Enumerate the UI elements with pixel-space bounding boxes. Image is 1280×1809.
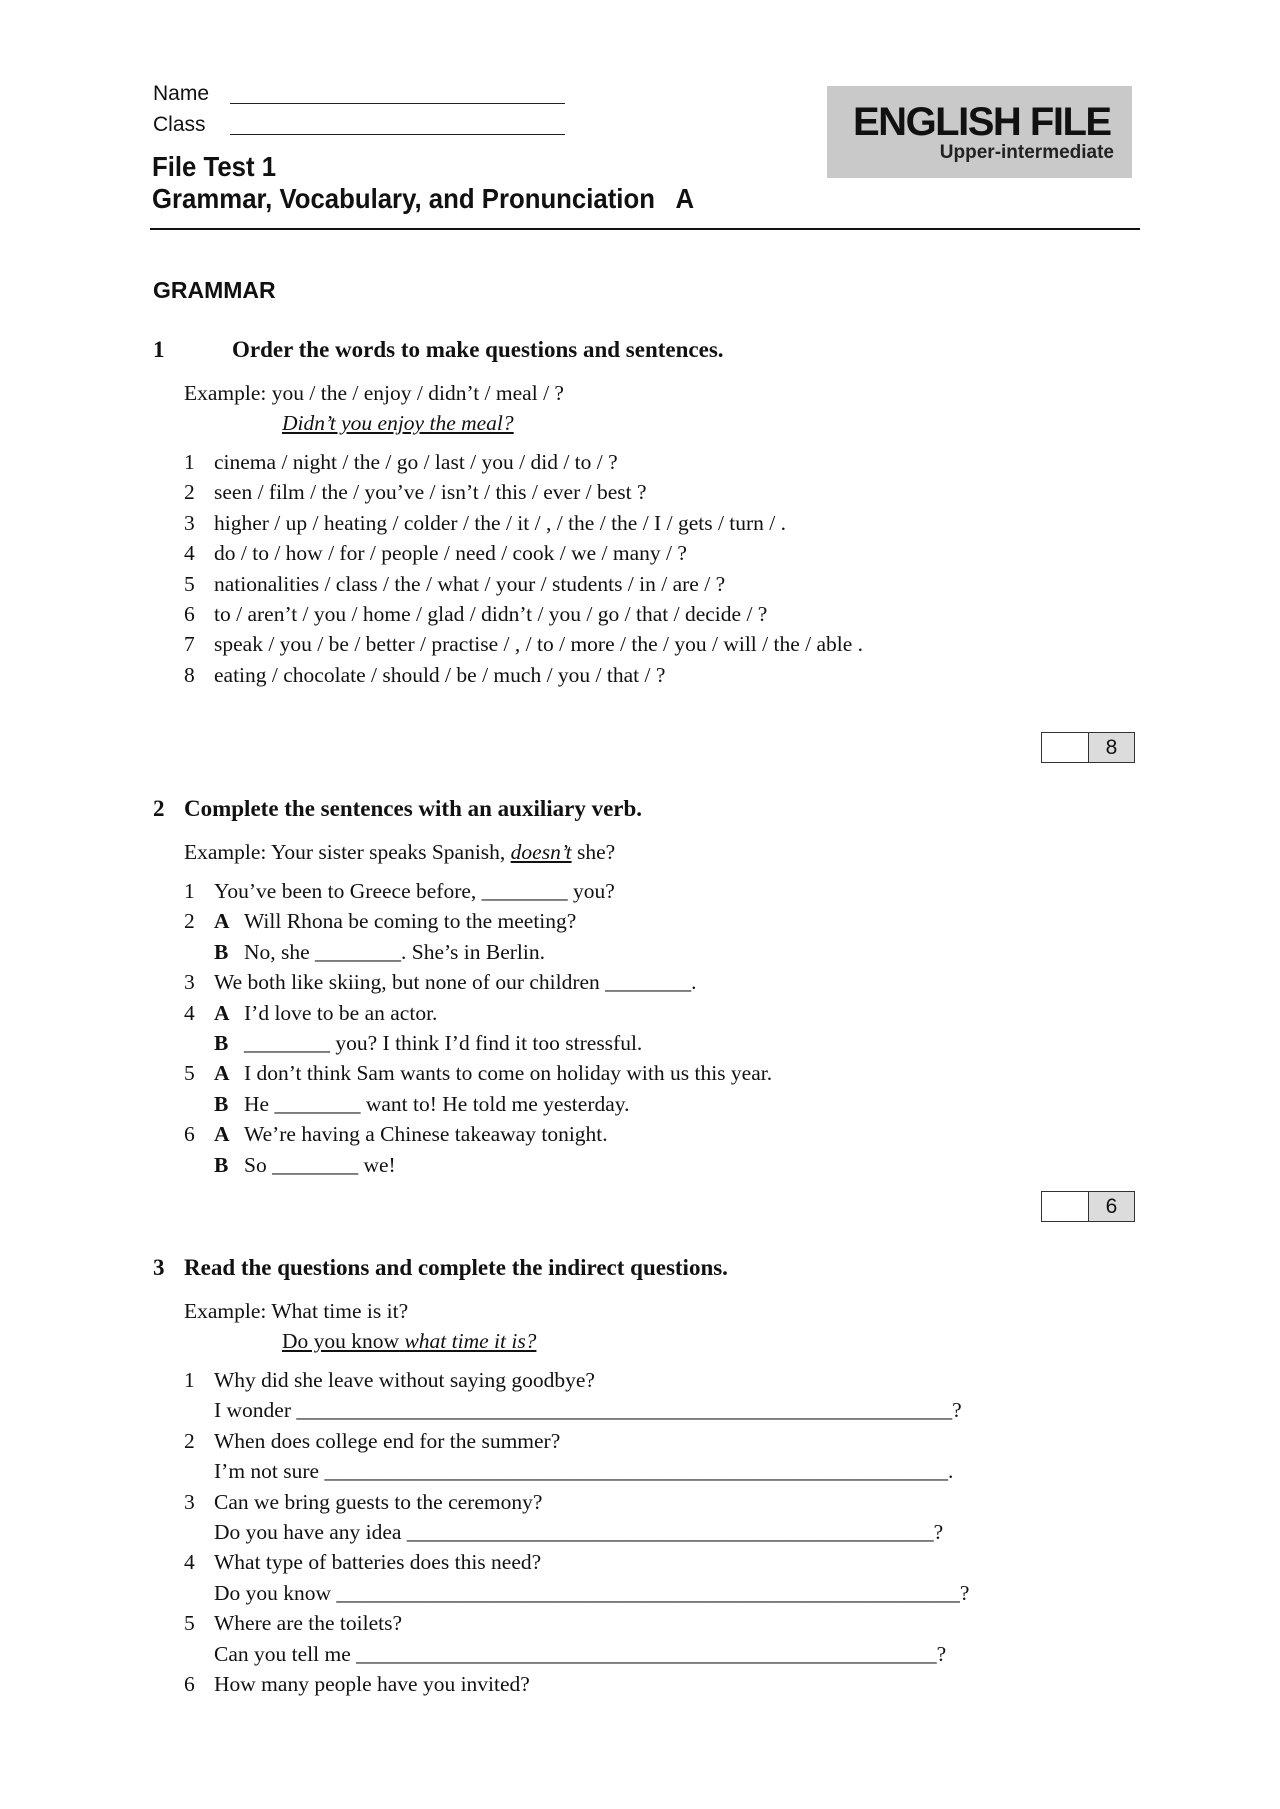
q3-number: 3 <box>153 1255 165 1280</box>
example-label: Example: <box>184 381 267 405</box>
answer-line[interactable]: I wonder _____________________________________________________________? <box>214 1398 962 1423</box>
q3-example <box>184 1299 408 1324</box>
list-item: 3 Can we bring guests to the ceremony? <box>184 1489 543 1514</box>
q1-instruction: Order the words to make questions and sentences. <box>232 337 724 362</box>
list-item: 1 You’ve been to Greece before, ________ you? <box>184 879 615 903</box>
q2-instruction: Complete the sentences with an auxiliary verb. <box>184 796 643 821</box>
name-label: Name <box>153 82 210 105</box>
list-item: B So ________ we! <box>214 1152 396 1177</box>
example-prompt: you / the / enjoy / didn’t / meal / ? <box>271 381 564 405</box>
example-sentence: Your sister speaks Spanish, <box>270 840 506 864</box>
list-item: 7 speak / you / be / better / practise / , / to / more / the / you / will / the / able . <box>184 632 864 657</box>
q3-instruction: Read the questions and complete the indirect questions. <box>184 1255 728 1280</box>
list-item: 3 higher / up / heating / colder / the / it / , / the / the / I / gets / turn / . <box>184 510 787 535</box>
header-divider <box>150 228 1140 230</box>
logo-title: ENGLISH FILE <box>853 100 1111 144</box>
q3-example-answer: Do you know what time it is? <box>282 1329 537 1353</box>
page-subtitle: Grammar, Vocabulary, and Pronunciation A <box>152 183 695 214</box>
example-tail: she? <box>576 840 616 864</box>
list-item: 2 When does college end for the summer? <box>184 1428 561 1453</box>
list-item: 4 do / to / how / for / people / need / cook / we / many / ? <box>184 541 687 566</box>
list-item: 6 to / aren’t / you / home / glad / didn’t / you / go / that / decide / ? <box>184 601 768 626</box>
q2-number: 2 <box>153 796 165 821</box>
class-label: Class <box>153 113 206 136</box>
q2-example <box>184 840 615 865</box>
answer-line[interactable]: Do you know __________________________________________________________? <box>214 1580 970 1605</box>
q2-item-list <box>184 879 772 1183</box>
answer-line[interactable]: Do you have any idea _________________________________________________? <box>214 1519 944 1544</box>
score-input[interactable] <box>1042 1192 1089 1221</box>
q2-score-box <box>1041 1191 1135 1222</box>
logo-subtitle: Upper-intermediate <box>939 142 1114 163</box>
list-item: 2 A Will Rhona be coming to the meeting? <box>184 909 577 934</box>
list-item: 4 A I’d love to be an actor. <box>184 1000 438 1025</box>
list-item: 6 How many people have you invited? <box>184 1671 530 1696</box>
q1-item-list <box>184 450 863 693</box>
q1-example <box>184 381 564 406</box>
q1-example-answer: Didn’t you enjoy the meal? <box>282 411 514 435</box>
page-title: File Test 1 <box>152 151 277 182</box>
list-item: 5 A I don’t think Sam wants to come on holiday with us this year. <box>184 1061 773 1086</box>
section-heading: GRAMMAR <box>153 277 276 303</box>
english-file-logo <box>827 86 1132 178</box>
list-item: B ________ you? I think I’d find it too stressful. <box>214 1030 643 1055</box>
list-item: 5 Where are the toilets? <box>184 1611 403 1636</box>
q3-item-list <box>184 1368 969 1702</box>
list-item: 1 cinema / night / the / go / last / you / did / to / ? <box>184 450 618 474</box>
example-prompt: What time is it? <box>271 1299 409 1323</box>
example-label: Example: <box>184 1299 267 1323</box>
answer-line[interactable]: I’m not sure __________________________________________________________. <box>214 1459 954 1484</box>
example-label: Example: <box>184 840 267 864</box>
list-item: 3 We both like skiing, but none of our children ________. <box>184 970 697 995</box>
list-item: 5 nationalities / class / the / what / your / students / in / are / ? <box>184 571 726 596</box>
q1-number: 1 <box>153 337 165 362</box>
score-total: 6 <box>1089 1192 1134 1221</box>
list-item: 6 A We’re having a Chinese takeaway tonight. <box>184 1122 608 1147</box>
answer-line[interactable]: Can you tell me ______________________________________________________? <box>214 1641 947 1666</box>
list-item: 8 eating / chocolate / should / be / much / you / that / ? <box>184 662 666 687</box>
class-field[interactable] <box>230 134 565 135</box>
list-item: B No, she ________. She’s in Berlin. <box>214 939 545 964</box>
example-answer: doesn’t <box>510 840 572 864</box>
q1-score-box <box>1041 732 1135 763</box>
name-field[interactable] <box>230 103 565 104</box>
list-item: 2 seen / film / the / you’ve / isn’t / this / ever / best ? <box>184 480 647 505</box>
list-item: 4 What type of batteries does this need? <box>184 1550 542 1575</box>
score-input[interactable] <box>1042 733 1089 762</box>
list-item: B He ________ want to! He told me yesterday. <box>214 1091 630 1116</box>
score-total: 8 <box>1089 733 1134 762</box>
list-item: 1 Why did she leave without saying goodbye? <box>184 1368 595 1392</box>
